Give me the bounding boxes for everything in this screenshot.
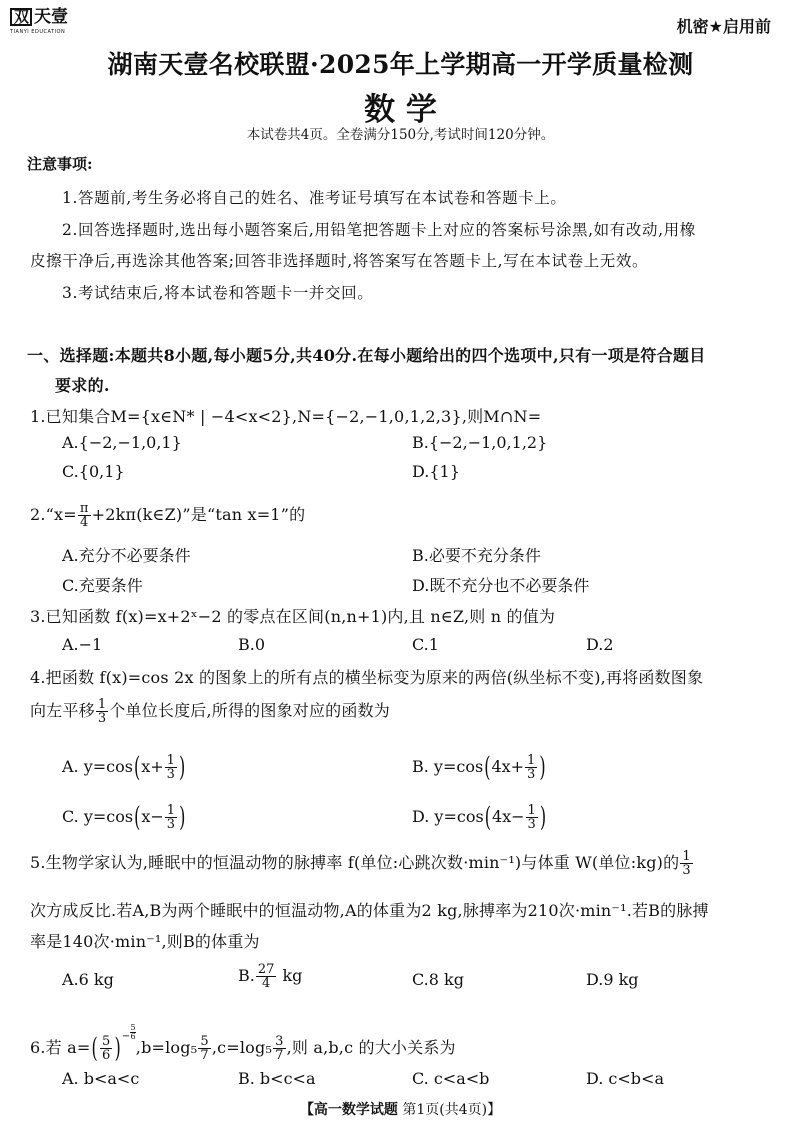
question-6-option-d: D. c<b<a bbox=[586, 1069, 664, 1088]
question-3-option-d: D.2 bbox=[586, 635, 614, 654]
fraction-numerator: 27 bbox=[257, 962, 275, 977]
fraction-numerator: 1 bbox=[97, 697, 107, 712]
section-heading: 一、选择题:本题共8小题,每小题5分,共40分.在每小题给出的四个选项中,只有一项是符合题目 bbox=[27, 346, 706, 365]
page-footer bbox=[0, 1099, 801, 1119]
question-3-stem: 3.已知函数 f(x)=x+2ˣ−2 的零点在区间(n,n+1)内,且 n∈Z,则 n 的值为 bbox=[30, 607, 556, 626]
question-2-option-b: B.必要不充分条件 bbox=[412, 546, 541, 565]
fraction-numerator: 1 bbox=[527, 753, 536, 768]
footer-title: 【高一数学试题 bbox=[299, 1102, 398, 1118]
left-paren: ( bbox=[133, 750, 141, 783]
right-paren: ) bbox=[114, 1031, 121, 1064]
five-sevenths-fraction bbox=[198, 1035, 210, 1062]
exam-title: 湖南天壹名校联盟·2025年上学期高一开学质量检测 bbox=[107, 50, 694, 79]
option-unit: kg bbox=[282, 966, 303, 985]
section-heading-line-2: 要求的. bbox=[55, 376, 110, 395]
one-third-fraction bbox=[526, 804, 538, 831]
notice-item-2-line-2: 皮擦干净后,再选涂其他答案;回答非选择题时,将答案写在答题卡上,写在本试卷上无效。 bbox=[30, 252, 649, 270]
option-prefix: D. y=cos bbox=[412, 807, 484, 826]
option-prefix: A. y=cos bbox=[62, 757, 133, 776]
right-paren: ) bbox=[539, 800, 547, 833]
pi-over-4-fraction bbox=[78, 502, 91, 529]
question-5-option-d: D.9 kg bbox=[586, 970, 639, 989]
left-paren: ( bbox=[484, 750, 491, 783]
question-3-option-b: B.0 bbox=[238, 635, 266, 654]
notice-heading: 注意事项: bbox=[27, 155, 93, 173]
question-2-stem-start: 2.“x= bbox=[30, 505, 77, 524]
option-prefix: B. bbox=[238, 966, 255, 985]
logo-subtitle: TIANYI EDUCATION bbox=[10, 29, 66, 35]
question-6-stem bbox=[30, 1024, 456, 1062]
fraction-denominator: 3 bbox=[527, 817, 536, 832]
right-paren: ) bbox=[179, 800, 186, 833]
fraction-denominator: 3 bbox=[682, 863, 691, 878]
question-2-option-d: D.既不充分也不必要条件 bbox=[412, 576, 590, 595]
notice-item-2-line-1: 2.回答选择题时,选出每小题答案后,用铅笔把答题卡上对应的答案标号涂黑,如有改动,用橡 bbox=[62, 221, 696, 239]
question-5-option-b bbox=[238, 963, 302, 990]
option-prefix: C. y=cos bbox=[62, 807, 134, 826]
question-1-option-a: A.{−2,−1,0,1} bbox=[62, 433, 182, 452]
question-4-option-c bbox=[62, 800, 186, 833]
fraction-denominator: 4 bbox=[80, 515, 89, 530]
one-third-fraction bbox=[680, 850, 692, 877]
one-third-fraction bbox=[525, 754, 537, 781]
exponent-sign: − bbox=[121, 1031, 131, 1042]
a-definition-prefix: 6.若 a= bbox=[30, 1038, 91, 1057]
fraction-numerator: 3 bbox=[275, 1034, 284, 1049]
notice-item-1: 1.答题前,考生务必将自己的姓名、准考证号填写在本试卷和答题卡上。 bbox=[62, 189, 567, 207]
question-6-option-c: C. c<a<b bbox=[412, 1069, 490, 1088]
question-3-option-a: A.−1 bbox=[62, 635, 103, 654]
one-third-fraction bbox=[96, 698, 108, 725]
question-6-option-a: A. b<a<c bbox=[62, 1069, 140, 1088]
question-5-option-c: C.8 kg bbox=[412, 970, 464, 989]
one-third-fraction bbox=[165, 754, 177, 781]
option-prefix: B. y=cos bbox=[412, 757, 484, 776]
fraction-numerator: π bbox=[79, 501, 89, 516]
question-2-stem bbox=[30, 502, 305, 529]
question-4-option-b bbox=[412, 750, 547, 783]
question-4-line-2-end: 个单位长度后,所得的图象对应的函数为 bbox=[109, 701, 390, 720]
fraction-numerator: 1 bbox=[166, 753, 175, 768]
question-6-option-b: B. b<c<a bbox=[238, 1069, 316, 1088]
option-expression: 4x+ bbox=[491, 757, 525, 776]
question-3-option-c: C.1 bbox=[412, 635, 439, 654]
left-paren: ( bbox=[91, 1031, 98, 1064]
fraction-numerator: 5 bbox=[200, 1034, 209, 1049]
b-definition-prefix: ,b=log₅ bbox=[135, 1038, 198, 1057]
question-2-stem-end: +2kπ(k∈Z)”是“tan x=1”的 bbox=[91, 505, 306, 524]
question-1-stem: 1.已知集合M={x∈N* | −4<x<2},N={−2,−1,0,1,2,3},则M∩N= bbox=[30, 407, 542, 426]
fraction-denominator: 7 bbox=[200, 1048, 209, 1063]
fraction-denominator: 7 bbox=[275, 1048, 284, 1063]
footer-page-number: 第1页(共4页)】 bbox=[397, 1102, 502, 1118]
fraction-denominator: 6 bbox=[101, 1048, 111, 1063]
question-5-option-a: A.6 kg bbox=[62, 970, 114, 989]
twenty-seven-fourths-fraction bbox=[256, 963, 277, 990]
question-4-line-2 bbox=[30, 698, 390, 725]
right-paren: ) bbox=[178, 750, 186, 783]
confidential-label: 机密★启用前 bbox=[676, 17, 771, 36]
question-1-option-c: C.{0,1} bbox=[62, 462, 125, 481]
question-6-stem-end: ,则 a,b,c 的大小关系为 bbox=[286, 1038, 456, 1057]
question-1-option-b: B.{−2,−1,0,1,2} bbox=[412, 433, 548, 452]
question-1-option-d: D.{1} bbox=[412, 462, 460, 481]
fraction-denominator: 3 bbox=[166, 817, 176, 832]
fraction-numerator: 5 bbox=[130, 1023, 136, 1032]
right-paren: ) bbox=[539, 750, 546, 783]
question-2-option-c: C.充要条件 bbox=[62, 576, 143, 595]
question-4-option-d bbox=[412, 800, 547, 833]
exam-info: 本试卷共4页。全卷满分150分,考试时间120分钟。 bbox=[246, 127, 555, 143]
fraction-numerator: 1 bbox=[527, 803, 536, 818]
one-third-fraction bbox=[165, 804, 177, 831]
question-5-line-1 bbox=[30, 850, 694, 877]
logo-text: 天壹 bbox=[34, 7, 69, 27]
fraction-numerator: 1 bbox=[166, 803, 176, 818]
fraction-denominator: 4 bbox=[261, 976, 271, 991]
option-expression: x+ bbox=[141, 757, 164, 776]
subject-title: 数 学 bbox=[364, 92, 437, 128]
question-5-line-3: 率是140次·min⁻¹,则B的体重为 bbox=[30, 932, 260, 951]
left-paren: ( bbox=[484, 800, 491, 833]
fraction-denominator: 3 bbox=[527, 767, 536, 782]
option-expression: x− bbox=[141, 807, 164, 826]
question-5-line-2: 次方成反比.若A,B为两个睡眠中的恒温动物,A的体重为2 kg,脉搏率为210次·min⁻¹.若B的脉搏 bbox=[30, 901, 709, 920]
question-4-option-a bbox=[62, 750, 186, 783]
fraction-denominator: 6 bbox=[130, 1032, 136, 1041]
five-sixths-fraction bbox=[100, 1035, 112, 1062]
question-4-line-1: 4.把函数 f(x)=cos 2x 的图象上的所有点的横坐标变为原来的两倍(纵坐标不变),再将函数图象 bbox=[30, 668, 704, 687]
logo-mark: 双 bbox=[10, 8, 32, 26]
fraction-denominator: 3 bbox=[166, 767, 175, 782]
fraction-numerator: 1 bbox=[682, 849, 691, 864]
notice-item-3: 3.考试结束后,将本试卷和答题卡一并交回。 bbox=[62, 284, 374, 302]
fraction-numerator: 5 bbox=[101, 1034, 111, 1049]
publisher-logo bbox=[10, 7, 69, 35]
left-paren: ( bbox=[134, 800, 141, 833]
option-expression: 4x− bbox=[491, 807, 525, 826]
three-sevenths-fraction bbox=[273, 1035, 285, 1062]
c-definition-prefix: ,c=log₅ bbox=[211, 1038, 273, 1057]
fraction-denominator: 3 bbox=[97, 711, 107, 726]
question-5-line-1-text: 5.生物学家认为,睡眠中的恒温动物的脉搏率 f(单位:心跳次数·min⁻¹)与体重 W(单位:kg)的 bbox=[30, 853, 680, 872]
question-2-option-a: A.充分不必要条件 bbox=[62, 546, 191, 565]
question-4-line-2-start: 向左平移 bbox=[30, 701, 95, 720]
